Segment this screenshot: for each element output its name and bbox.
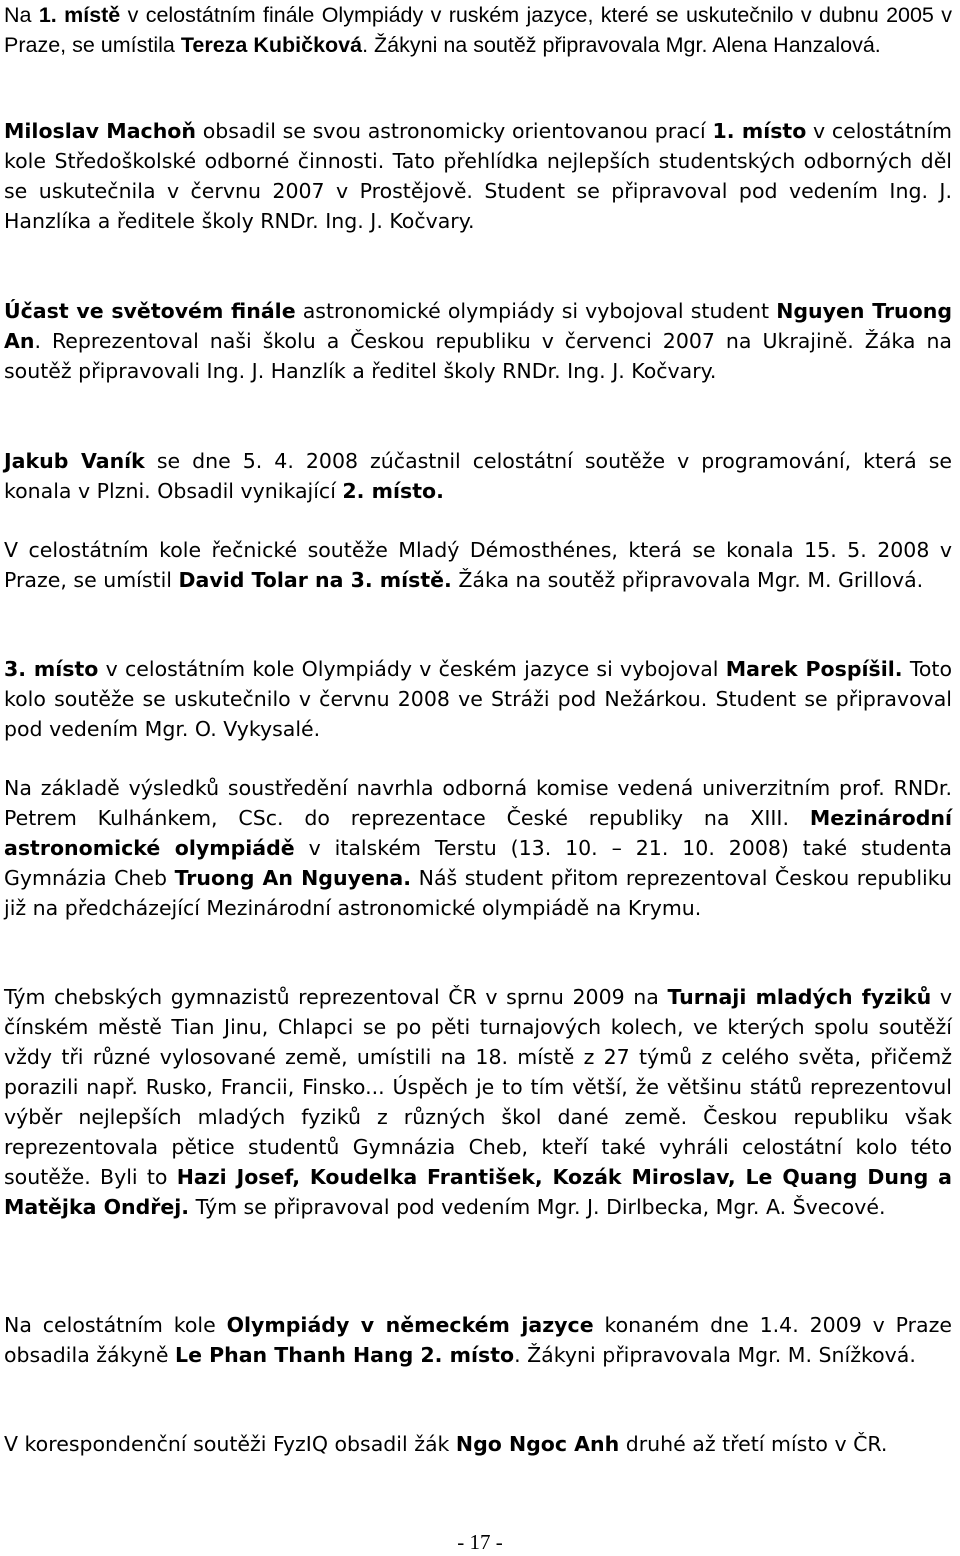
text-run: Náš student přitom reprezentoval Českou republiku již na předcházející Mezinárodní astronomické olympiádě na Krymu. xyxy=(4,866,952,920)
text-run: Na xyxy=(4,3,39,27)
paragraph-fyziq xyxy=(4,1429,952,1459)
paragraph-programming xyxy=(4,446,952,506)
text-run: obsadil se svou astronomicky orientovanou prací xyxy=(195,119,713,143)
text-run: V celostátním kole řečnické soutěže Mladý Démosthénes, která se konala 15. 5. 2008 v Praze, se umístil xyxy=(4,538,952,592)
bold-text-run: David Tolar na 3. místě. xyxy=(178,568,452,592)
paragraph-soc-machon xyxy=(4,116,952,236)
text-run: v celostátním finále Olympiády v ruském jazyce, které se uskutečnilo v dubnu 2005 v Praze, se umístila xyxy=(4,3,952,57)
text-run: . Reprezentoval naši školu a Českou republiku v červenci 2007 na Ukrajině. Žáka na soutěž připravovali Ing. J. Hanzlík a ředitel školy RNDr. Ing. J. Kočvary. xyxy=(4,329,952,383)
text-run: Toto kolo soutěže se uskutečnilo v červnu 2008 ve Stráži pod Nežárkou. Student se připravoval pod vedením Mgr. O. Vykysalé. xyxy=(4,657,952,741)
bold-text-run: Turnaji mladých fyziků xyxy=(667,985,932,1009)
text-run: Tým chebských gymnazistů reprezentoval ČR v sprnu 2009 na xyxy=(4,985,668,1009)
bold-text-run: Le Phan Thanh Hang 2. místo xyxy=(175,1343,515,1367)
text-run: druhé až třetí místo v ČR. xyxy=(619,1432,888,1456)
text-run: . Žákyni na soutěž připravovala Mgr. Alena Hanzalová. xyxy=(362,33,881,57)
text-run: v celostátním kole Středoškolské odborné činnosti. Tato přehlídka nejlepších studentských odborných děl se uskutečnila v červnu 2007 v Prostějově. Student se připravoval pod vedením Ing. J. Hanzlíka a ředitele školy RNDr. Ing. J. Kočvary. xyxy=(4,119,952,233)
text-run: v italském Terstu (13. 10. – 21. 10. 2008) také studenta Gymnázia Cheb xyxy=(4,836,952,890)
paragraph-czech-olympiad xyxy=(4,654,952,744)
text-run: v čínském městě Tian Jinu, Chlapci se po pěti turnajových kolech, ve kterých spolu soutěží vždy tři různé vylosované země, umístili na 18. místě z 27 týmů z celého světa, přičemž porazili např. Rusko, Francii, Finsko... Úspěch je to tím větší, že většinu států reprezentovul výběr nejlepších mladých fyziků z různých škol dané země. Českou republiku však reprezentovala pětice studentů Gymnázia Cheb, kteří také vyhráli celostátní kolo této soutěže. Byli to xyxy=(4,985,952,1189)
paragraph-russian-olympiad xyxy=(4,0,952,60)
bold-text-run: 2. místo. xyxy=(342,479,444,503)
bold-text-run: Truong An Nguyena. xyxy=(174,866,412,890)
bold-text-run: Hazi Josef, Koudelka František, Kozák Miroslav, Le Quang Dung a Matějka Ondřej. xyxy=(4,1165,952,1219)
bold-text-run: Marek Pospíšil. xyxy=(725,657,903,681)
text-run: V korespondenční soutěži FyzIQ obsadil žák xyxy=(4,1432,456,1456)
text-run: konaném dne 1.4. 2009 v Praze obsadila žákyně xyxy=(4,1313,952,1367)
bold-text-run: Jakub Vaník xyxy=(4,449,145,473)
text-run: . Žákyni připravovala Mgr. M. Snížková. xyxy=(514,1343,916,1367)
paragraph-ioaa-trieste xyxy=(4,773,952,923)
bold-text-run: 1. místě xyxy=(38,3,121,27)
paragraph-german-olympiad xyxy=(4,1310,952,1370)
paragraph-rhetoric xyxy=(4,535,952,595)
text-run: Žáka na soutěž připravovala Mgr. M. Grillová. xyxy=(451,568,924,592)
bold-text-run: Účast ve světovém finále xyxy=(4,299,296,323)
bold-text-run: 3. místo xyxy=(4,657,99,681)
text-run: astronomické olympiády si vybojoval student xyxy=(295,299,777,323)
bold-text-run: 1. místo xyxy=(712,119,807,143)
paragraph-young-physicists xyxy=(4,982,952,1222)
bold-text-run: Ngo Ngoc Anh xyxy=(455,1432,620,1456)
bold-text-run: Mezinárodní astronomické olympiádě xyxy=(4,806,952,860)
text-run: Na celostátním kole xyxy=(4,1313,227,1337)
text-run: se dne 5. 4. 2008 zúčastnil celostátní soutěže v programování, která se konala v Plzni. Obsadil vynikající xyxy=(4,449,952,503)
paragraph-astronomy-final xyxy=(4,296,952,386)
bold-text-run: Nguyen Truong An xyxy=(4,299,952,353)
page-number: - 17 - xyxy=(457,1530,503,1554)
bold-text-run: Tereza Kubičková xyxy=(180,33,363,57)
bold-text-run: Miloslav Machoň xyxy=(4,119,196,143)
text-run: v celostátním kole Olympiády v českém jazyce si vybojoval xyxy=(98,657,726,681)
bold-text-run: Olympiády v německém jazyce xyxy=(226,1313,594,1337)
text-run: Tým se připravoval pod vedením Mgr. J. Dirlbecka, Mgr. A. Švecové. xyxy=(189,1195,886,1219)
text-run: Na základě výsledků soustředění navrhla odborná komise vedená univerzitním prof. RNDr. Petrem Kulhánkem, CSc. do reprezentace České republiky na XIII. xyxy=(4,776,952,830)
